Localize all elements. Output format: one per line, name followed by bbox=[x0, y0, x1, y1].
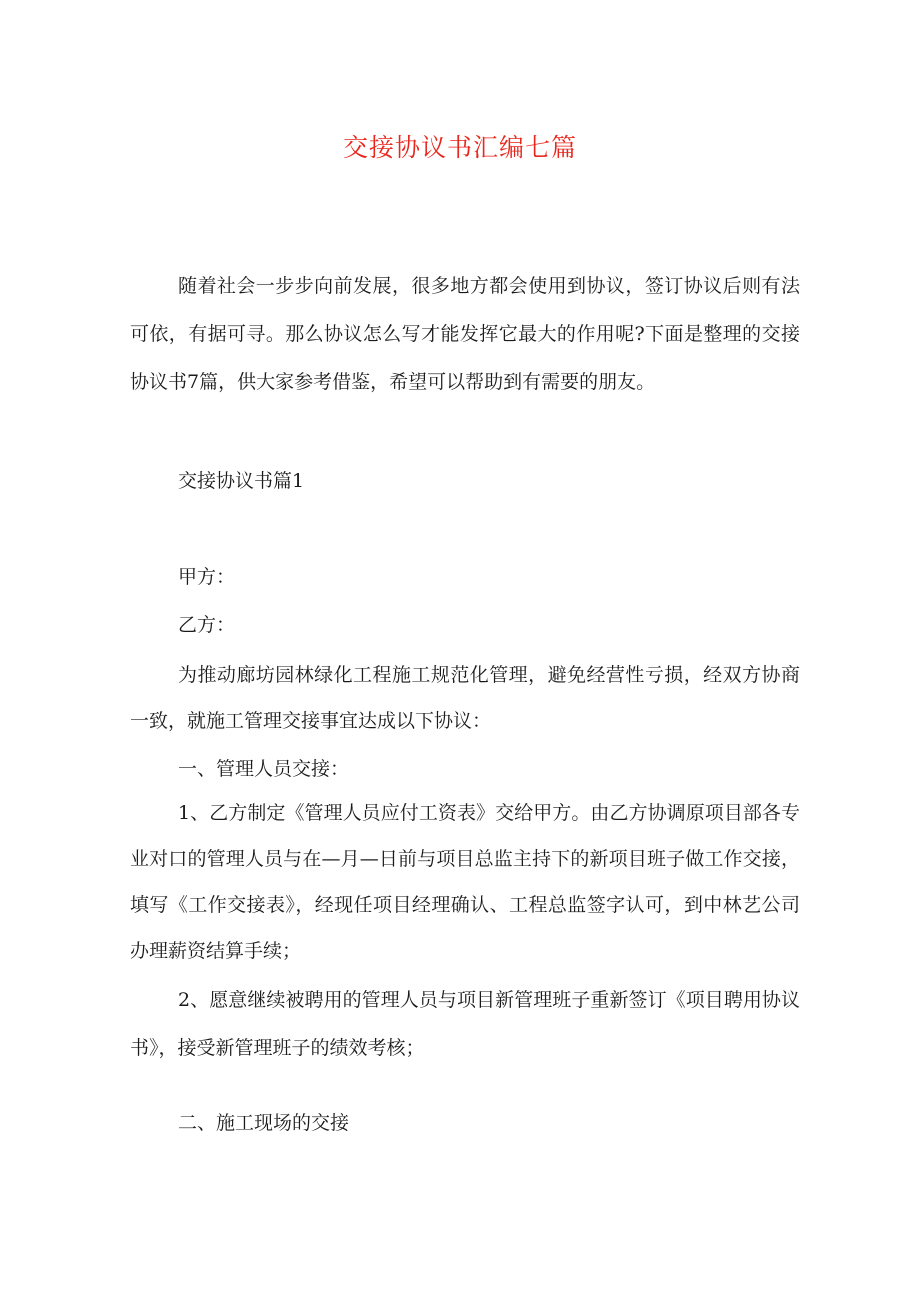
intro-paragraph: 随着社会一步步向前发展，很多地方都会使用到协议，签订协议后则有法可依，有据可寻。那么协议怎么写才能发挥它最大的作用呢?下面是整理的交接协议书7篇，供大家参考借鉴，希望可以帮助到有需要的朋友。 bbox=[130, 275, 800, 393]
party-a-label: 甲方： bbox=[178, 566, 236, 588]
item-1-1-paragraph: 1、乙方制定《管理人员应付工资表》交给甲方。由乙方协调原项目部各专业对口的管理人员与在—月—日前与项目总监主持下的新项目班子做工作交接，填写《工作交接表》，经现任项目经理确认、工程总监签字认可，到中林艺公司办理薪资结算手续； bbox=[130, 802, 800, 962]
item-1-heading: 一、管理人员交接： bbox=[178, 758, 350, 780]
party-b-label: 乙方： bbox=[178, 614, 236, 636]
purpose-paragraph: 为推动廊坊园林绿化工程施工规范化管理，避免经营性亏损，经双方协商一致，就施工管理交接事宜达成以下协议： bbox=[130, 664, 800, 732]
item-1-2-paragraph: 2、愿意继续被聘用的管理人员与项目新管理班子重新签订《项目聘用协议书》，接受新管理班子的绩效考核； bbox=[130, 989, 800, 1059]
document-title: 交接协议书汇编七篇 bbox=[342, 133, 577, 162]
item-2-heading: 二、施工现场的交接 bbox=[178, 1112, 350, 1134]
section-heading: 交接协议书篇1 bbox=[178, 470, 305, 492]
